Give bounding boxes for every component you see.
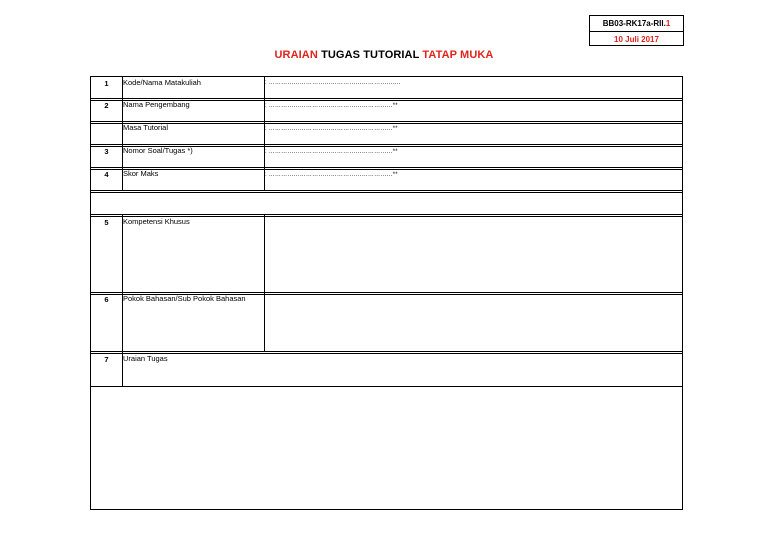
document-date: 10 Juli 2017 — [614, 35, 659, 44]
page-title — [0, 49, 768, 61]
row-value-field[interactable]: : ……………………………………………………** — [265, 126, 398, 132]
row-number: 1 — [104, 79, 109, 88]
row-number: 3 — [104, 147, 109, 156]
title-part-tatap-muka: TATAP MUKA — [422, 49, 494, 61]
row-number: 7 — [104, 355, 109, 364]
document-code-box — [589, 15, 684, 46]
pokok-bahasan-field[interactable] — [265, 295, 683, 351]
task-form — [90, 76, 683, 510]
row-label-kode-nama-matakuliah: Kode/Nama Matakuliah — [123, 78, 201, 87]
section-label-kompetensi-khusus: Kompetensi Khusus — [123, 217, 190, 226]
row-number: 5 — [104, 218, 109, 227]
row-number: 4 — [104, 170, 109, 179]
document-code — [590, 16, 683, 32]
document-code-revision: 1 — [665, 19, 671, 28]
row-label-masa-tutorial: Masa Tutorial — [123, 123, 169, 132]
row-value-field[interactable]: : ………………………………………………………. — [265, 80, 401, 86]
uraian-tugas-field[interactable] — [92, 388, 683, 509]
row-label-skor-maks: Skor Maks — [123, 169, 159, 178]
row-value-field[interactable]: : ……………………………………………………** — [265, 103, 398, 109]
row-number: 2 — [104, 101, 109, 110]
row-number: 6 — [104, 295, 109, 304]
row-value-field[interactable]: : ……………………………………………………** — [265, 149, 398, 155]
section-label-uraian-tugas: Uraian Tugas — [123, 354, 168, 363]
title-part-tugas: TUGAS TUTORIAL — [321, 49, 420, 61]
row-value-field[interactable]: : ……………………………………………………** — [265, 172, 398, 178]
title-part-uraian: URAIAN — [274, 49, 318, 61]
section-label-pokok-bahasan: Pokok Bahasan/Sub Pokok Bahasan — [123, 294, 246, 303]
row-label-nomor-soal-tugas: Nomor Soal/Tugas *) — [123, 146, 193, 155]
document-code-prefix: BB03-RK17a-RII. — [602, 19, 666, 28]
kompetensi-khusus-field[interactable] — [265, 217, 683, 291]
row-label-nama-pengembang: Nama Pengembang — [123, 100, 190, 109]
